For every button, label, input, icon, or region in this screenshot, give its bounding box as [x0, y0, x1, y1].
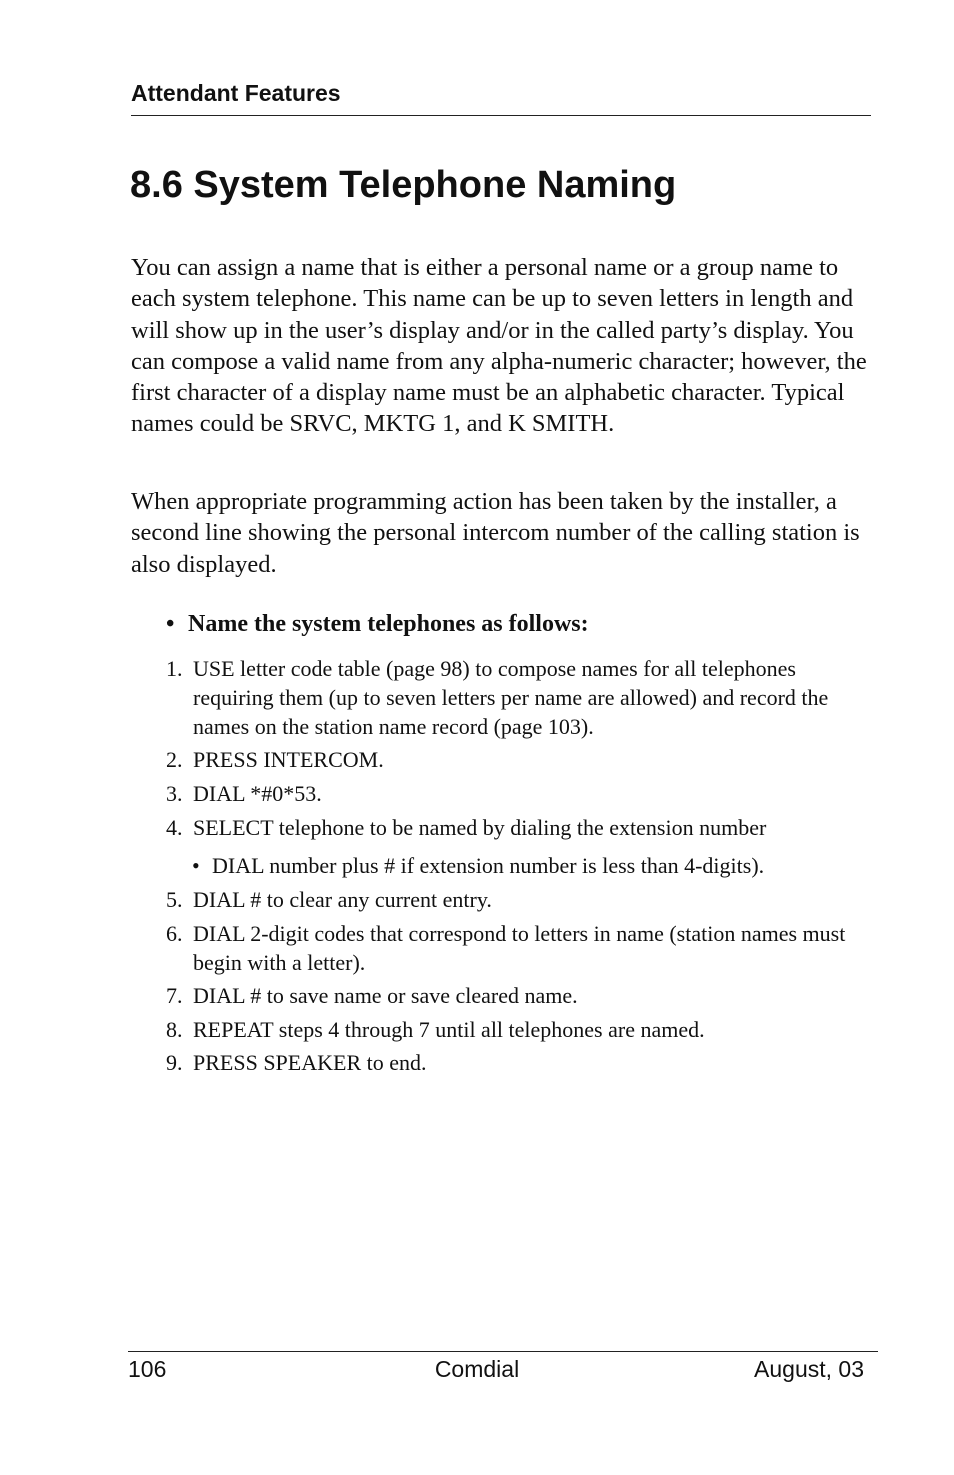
step-text: REPEAT steps 4 through 7 until all telephones are named. [193, 1017, 705, 1042]
list-item [166, 885, 866, 914]
list-item [166, 919, 866, 977]
list-item [166, 1015, 866, 1044]
step-text: DIAL *#0*53. [193, 781, 322, 806]
step-text: DIAL # to clear any current entry. [193, 887, 492, 912]
section-title: 8.6 System Telephone Naming [130, 164, 677, 206]
list-item [166, 813, 866, 842]
list-item [166, 981, 866, 1010]
step-text: USE letter code table (page 98) to compose names for all telephones requiring them (up to seven letters per name are allowed) and record the names on the station name record (page 103). [193, 656, 829, 739]
step-number: 6. [166, 921, 183, 946]
intro-paragraph: You can assign a name that is either a personal name or a group name to each system telephone. This name can be up to seven letters in length and will show up in the user’s display and/or in the called party’s display. You can compose a valid name from any alpha-numeric character; however, the first character of a display name must be an alphabetic character. Typical names could be SRVC, MKTG 1, and K SMITH. [131, 254, 867, 438]
step-number: 2. [166, 747, 183, 772]
list-item [166, 745, 866, 774]
step-number: 3. [166, 781, 183, 806]
procedure-heading [166, 611, 589, 638]
step-number: 8. [166, 1017, 183, 1042]
step-number: 7. [166, 983, 183, 1008]
page-number: 106 [128, 1356, 167, 1382]
step-number: 1. [166, 656, 183, 681]
step-text: DIAL # to save name or save cleared name. [193, 983, 578, 1008]
second-line-paragraph: When appropriate programming action has been taken by the installer, a second line showing the personal intercom number of the calling station is also displayed. [131, 488, 860, 578]
bullet-marker: • [192, 853, 200, 878]
list-item [166, 1048, 866, 1077]
step-text: DIAL 2-digit codes that correspond to letters in name (station names must begin with a letter). [193, 921, 846, 975]
running-head: Attendant Features [131, 80, 341, 106]
substep-text: DIAL number plus # if extension number is less than 4-digits). [212, 853, 765, 878]
footer-publisher: Comdial [434, 1356, 520, 1382]
sub-list-item [192, 851, 764, 880]
list-item [166, 779, 866, 808]
step-number: 4. [166, 815, 183, 840]
procedure-heading-text: Name the system telephones as follows: [188, 611, 589, 637]
step-text: PRESS SPEAKER to end. [193, 1050, 427, 1075]
header-rule [131, 115, 871, 116]
step-number: 9. [166, 1050, 183, 1075]
step-text: SELECT telephone to be named by dialing the extension number [193, 815, 767, 840]
footer-rule [128, 1351, 878, 1352]
footer-date: August, 03 [754, 1356, 864, 1382]
step-number: 5. [166, 887, 183, 912]
list-item [166, 654, 866, 741]
bullet-marker: • [166, 611, 175, 637]
step-text: PRESS INTERCOM. [193, 747, 384, 772]
